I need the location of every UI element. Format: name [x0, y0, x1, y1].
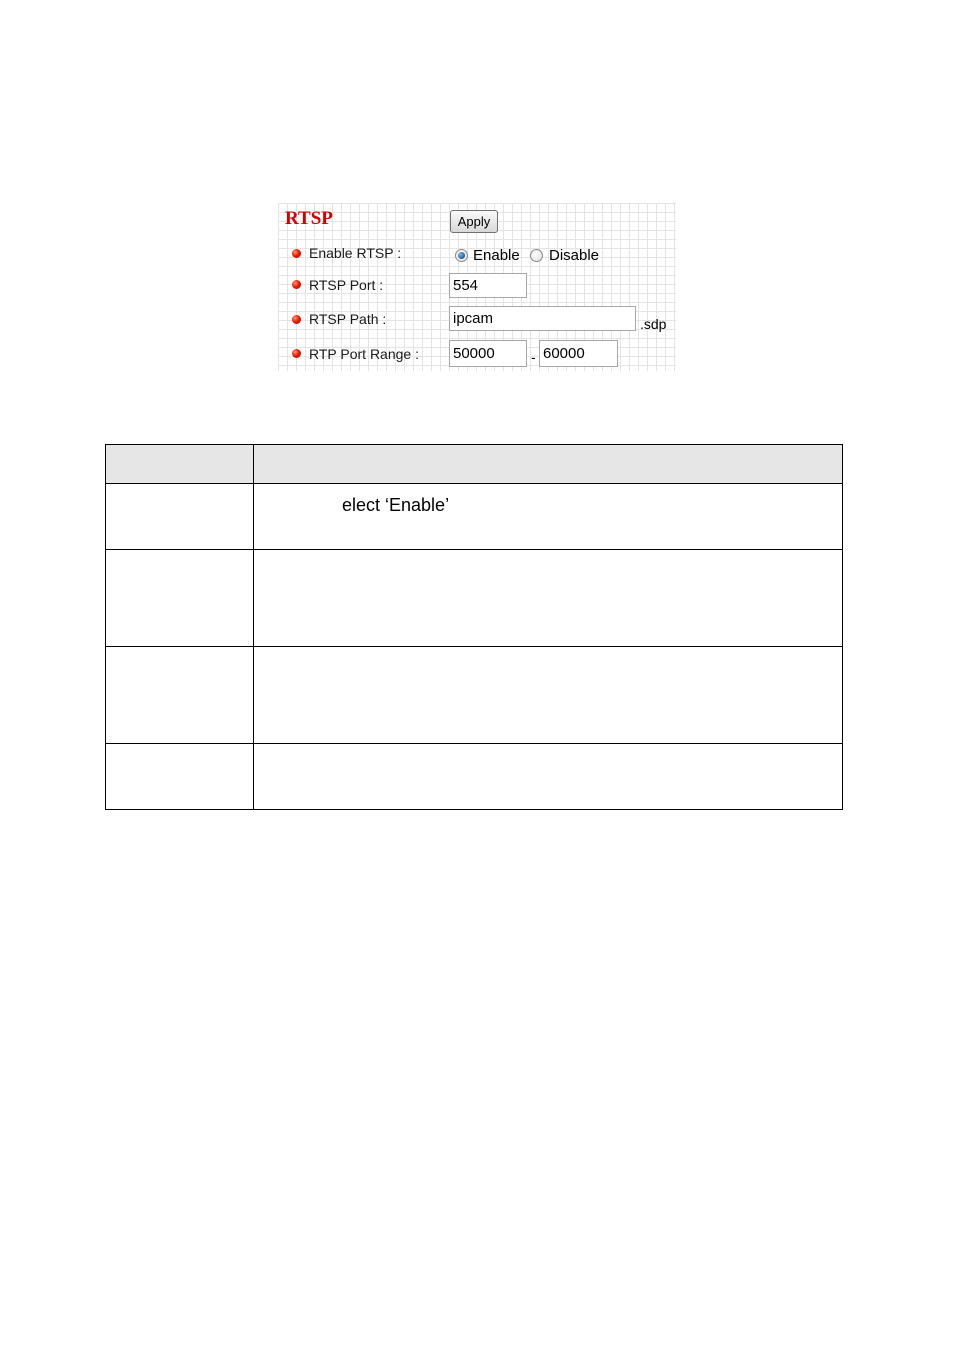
- table-cell-item: [106, 744, 254, 810]
- table-cell-description: [254, 647, 843, 744]
- table-cell-description: [254, 550, 843, 647]
- table-cell-item: [106, 550, 254, 647]
- panel-title: RTSP: [285, 208, 333, 229]
- enable-radio[interactable]: [455, 249, 468, 262]
- red-bullet-icon: [292, 249, 301, 258]
- red-bullet-icon: [292, 280, 301, 289]
- rtsp-port-input[interactable]: [449, 273, 527, 298]
- rtsp-port-label: RTSP Port :: [309, 277, 384, 293]
- enable-rtsp-label: Enable RTSP :: [309, 245, 402, 261]
- table-row: [106, 550, 843, 647]
- enable-rtsp-row: [278, 242, 676, 270]
- rtp-port-end-input[interactable]: [539, 340, 618, 367]
- rtsp-path-row: [278, 306, 676, 334]
- sdp-suffix: .sdp: [640, 316, 667, 332]
- table-row: [106, 484, 843, 550]
- rtp-port-start-input[interactable]: [449, 340, 527, 367]
- header-cell-item: [106, 445, 254, 484]
- red-bullet-icon: [292, 349, 301, 358]
- rtp-port-range-label: RTP Port Range :: [309, 346, 419, 362]
- table-cell-item: [106, 484, 254, 550]
- table-row: [106, 647, 843, 744]
- range-separator: -: [531, 349, 536, 365]
- rtsp-path-label: RTSP Path :: [309, 311, 387, 327]
- red-bullet-icon: [292, 315, 301, 324]
- apply-button[interactable]: Apply: [450, 210, 498, 233]
- rtsp-path-input[interactable]: [449, 306, 636, 331]
- enable-radio-label[interactable]: Enable: [473, 247, 520, 264]
- header-cell-description: [254, 445, 843, 484]
- table-row: [106, 744, 843, 810]
- table-header-row: [106, 445, 843, 484]
- rtp-port-range-row: [278, 340, 676, 368]
- table-cell-description: elect ‘Enable’: [254, 484, 843, 550]
- table-cell-item: [106, 647, 254, 744]
- disable-radio[interactable]: [530, 249, 543, 262]
- rtsp-port-row: [278, 273, 676, 301]
- table-cell-description: [254, 744, 843, 810]
- description-table: [105, 444, 843, 810]
- disable-radio-label[interactable]: Disable: [549, 247, 600, 264]
- rtsp-settings-panel: [278, 203, 676, 371]
